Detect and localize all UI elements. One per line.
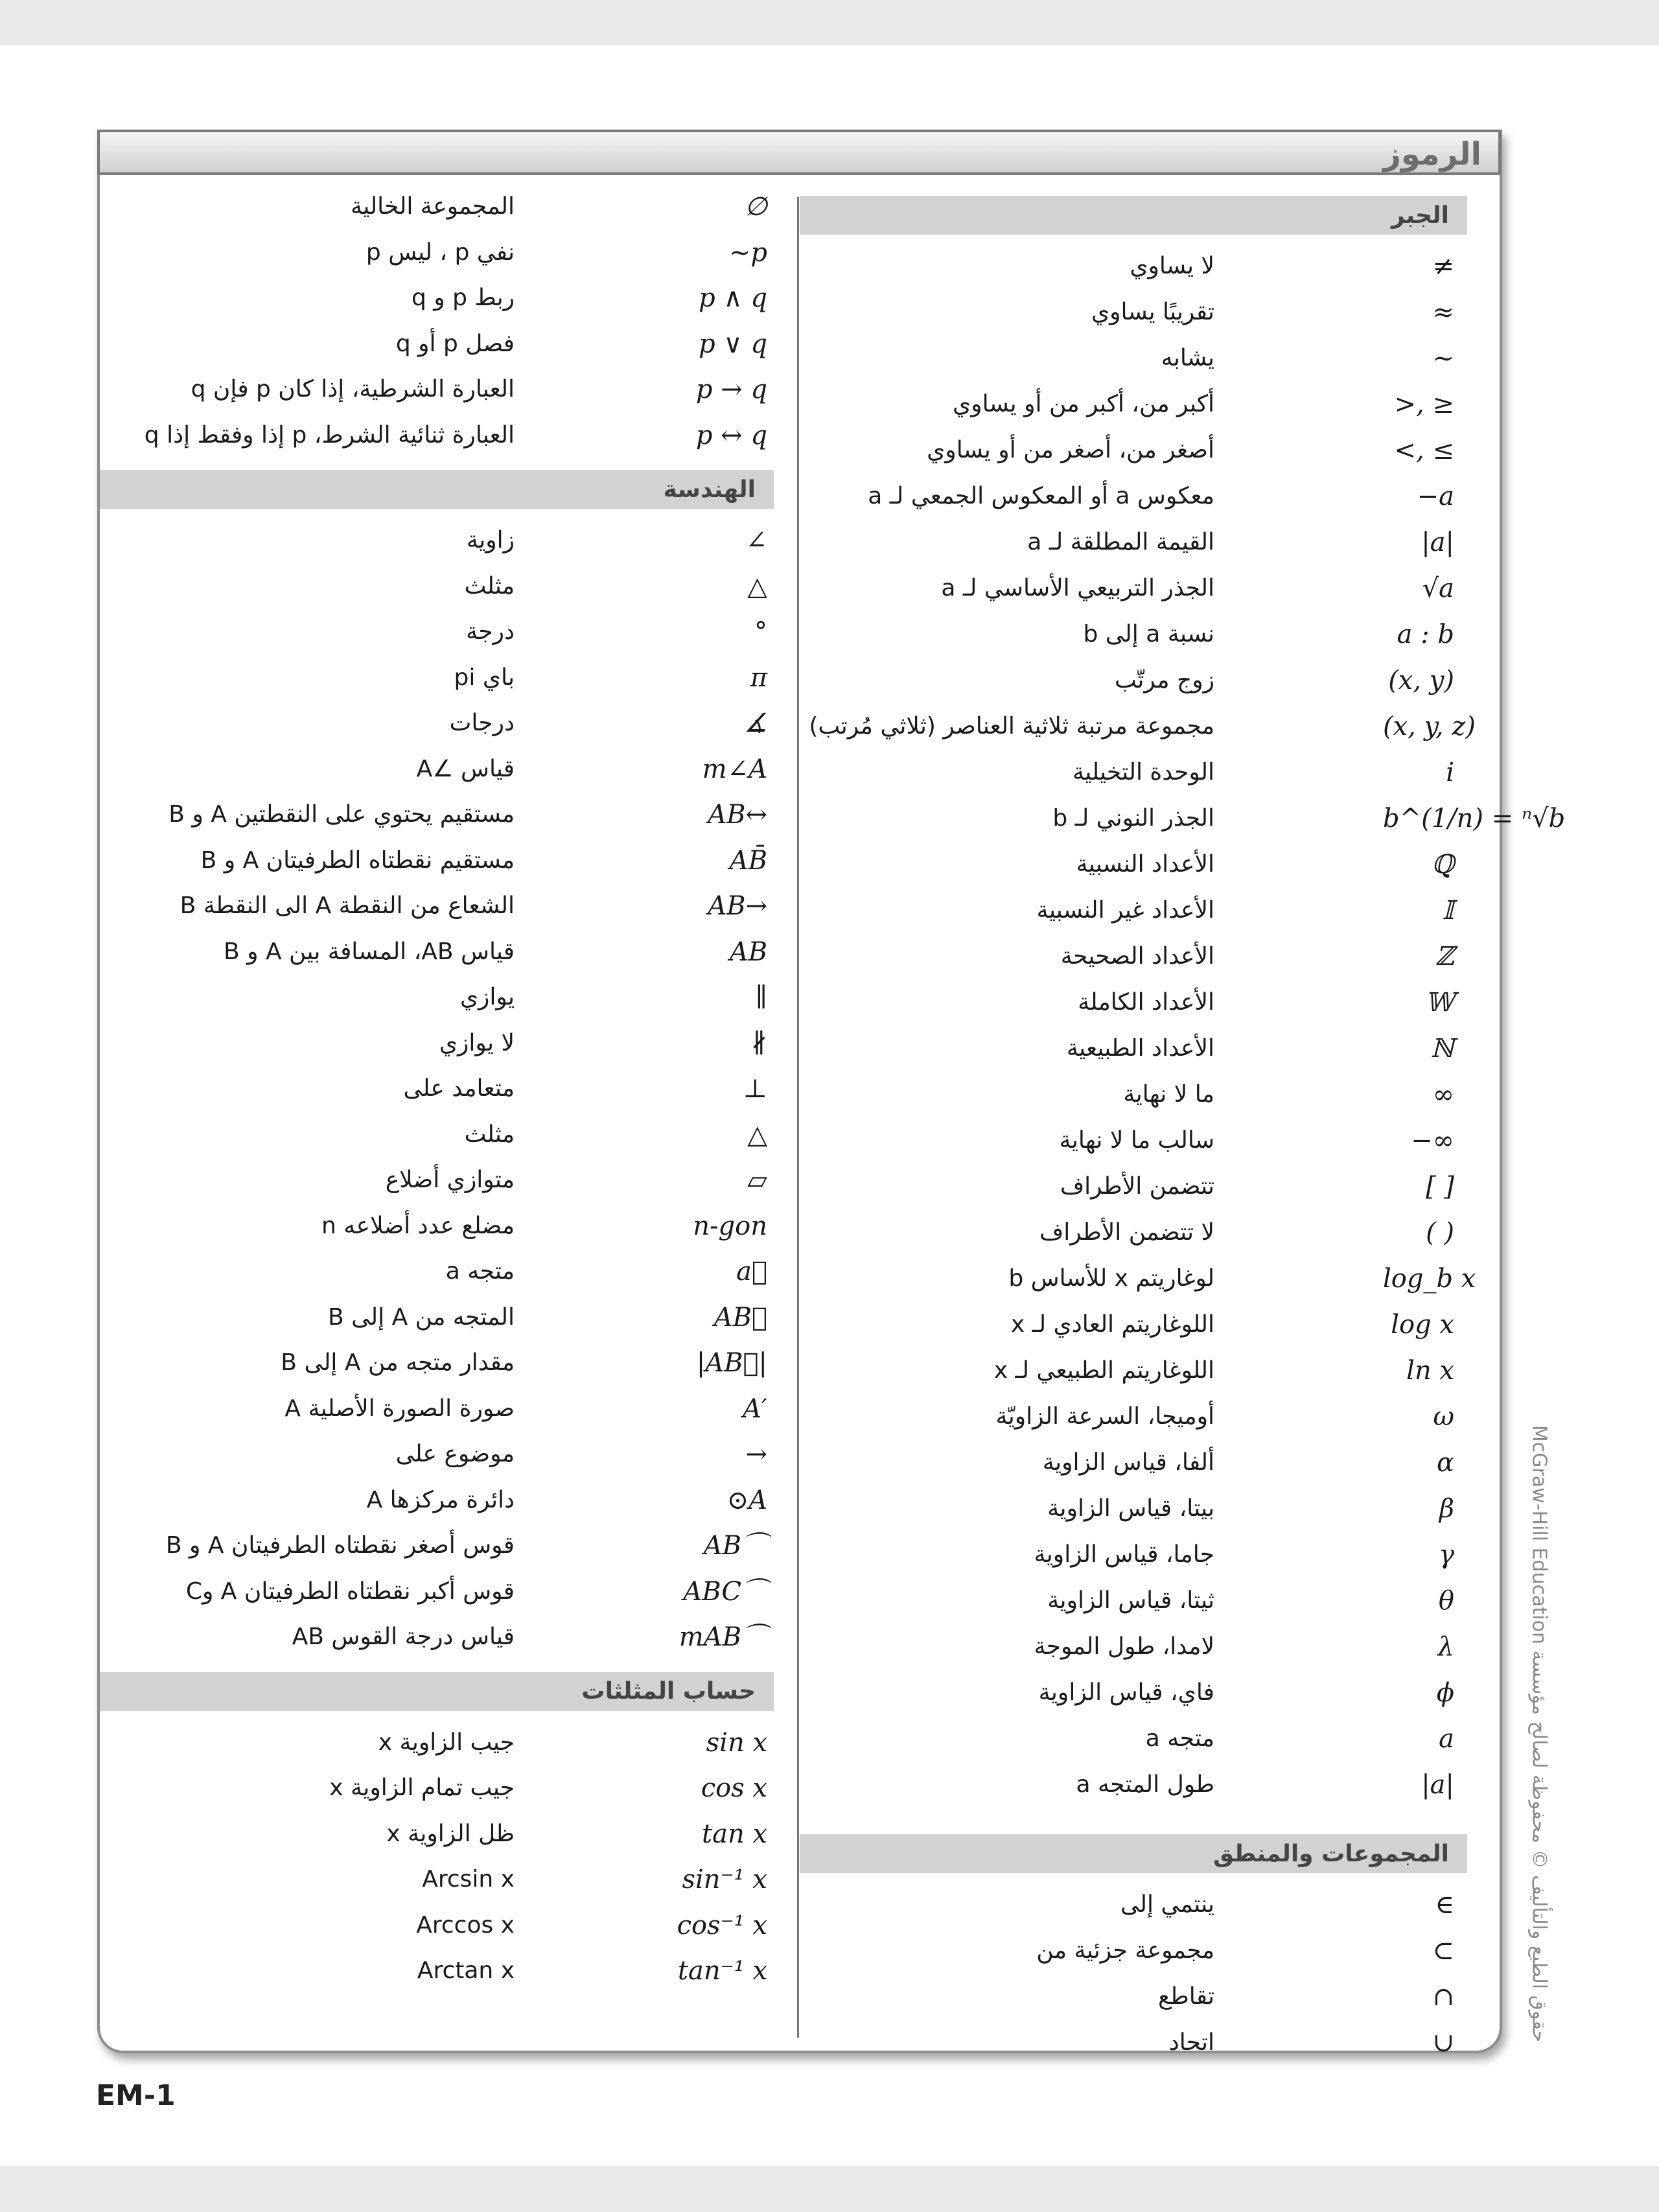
symbol: cos⁻¹ x xyxy=(677,1910,767,1940)
symbol-description: المجموعة الخالية xyxy=(351,193,515,220)
symbol-row xyxy=(800,796,1566,842)
symbol-description: الأعداد الطبيعية xyxy=(1066,1035,1214,1062)
symbol-row xyxy=(100,413,774,459)
symbol: p ∧ q xyxy=(699,283,767,313)
symbol-row xyxy=(800,1072,1467,1118)
symbol-row xyxy=(800,888,1467,934)
symbol-description: الجذر التربيعي الأساسي لـ a xyxy=(941,575,1214,601)
symbol-description: مجموعة جزئية من xyxy=(1036,1937,1214,1964)
symbol-row xyxy=(800,1440,1467,1486)
symbol-description: ربط p و q xyxy=(411,285,515,311)
symbol: a⃗ xyxy=(736,1257,767,1286)
symbol: ABC⌒ xyxy=(683,1576,767,1607)
symbol: ∩ xyxy=(1432,1982,1454,2012)
symbol-row xyxy=(800,1578,1467,1624)
symbol: AB⌒ xyxy=(703,1531,767,1561)
symbol-row xyxy=(100,518,774,564)
symbol-description: جيب تمام الزاوية x xyxy=(329,1775,515,1801)
symbol-description: Arccos x xyxy=(416,1911,515,1938)
symbol: p ↔ q xyxy=(695,420,767,450)
symbol: i xyxy=(1446,758,1454,787)
symbol-description: اتحاد xyxy=(1168,2029,1214,2056)
symbol: sin⁻¹ x xyxy=(682,1865,767,1894)
sets-section-header: المجموعات والمنطق xyxy=(800,1834,1467,1873)
symbol-row xyxy=(100,1295,774,1341)
symbol: ℕ xyxy=(1430,1034,1454,1064)
symbol-description: أصغر من، أصغر من أو يساوي xyxy=(927,437,1214,463)
symbol: ⊙A xyxy=(726,1485,767,1515)
symbol-row xyxy=(800,704,1476,750)
symbol: |a| xyxy=(1421,1770,1454,1800)
symbol-row xyxy=(100,564,774,610)
geometry-section-header: الهندسة xyxy=(100,470,774,509)
symbol: mAB⌒ xyxy=(679,1622,767,1652)
symbol-row xyxy=(800,658,1467,704)
symbol-row xyxy=(800,842,1467,888)
symbol-row xyxy=(800,1394,1467,1440)
symbol-description: الأعداد النسبية xyxy=(1076,851,1214,878)
algebra-section-header: الجبر xyxy=(800,196,1467,235)
symbol: ⊥ xyxy=(743,1074,767,1104)
symbol-description: العبارة ثنائية الشرط، p إذا وفقط إذا q xyxy=(144,421,515,448)
symbol-row xyxy=(800,980,1467,1026)
symbol-row xyxy=(100,1569,774,1615)
symbol-description: فصل p أو q xyxy=(395,330,515,357)
symbol: △ xyxy=(747,1119,767,1150)
left-column xyxy=(100,184,774,1994)
symbol-row xyxy=(800,290,1467,336)
symbol-row xyxy=(800,244,1467,290)
symbol: <, ≤ xyxy=(1394,436,1454,465)
trig-section-header: حساب المثلثات xyxy=(100,1672,774,1711)
symbol-row xyxy=(800,1164,1467,1210)
symbol: b^(1/n) = ⁿ√b xyxy=(1383,804,1566,833)
trig-list xyxy=(100,1720,774,1994)
symbol-description: يوازي xyxy=(459,984,515,1010)
symbol: ▱ xyxy=(747,1165,767,1195)
symbol-row xyxy=(800,1118,1467,1164)
symbol-description: متوازي أضلاع xyxy=(385,1167,515,1193)
symbol: m∠A xyxy=(702,754,767,784)
symbol: tan⁻¹ x xyxy=(677,1956,767,1986)
symbol-description: مثلث xyxy=(464,1121,515,1148)
symbol-description: الأعداد الكاملة xyxy=(1078,989,1214,1016)
symbol-row xyxy=(100,883,774,929)
symbol-row xyxy=(800,2020,1467,2066)
symbol-row xyxy=(800,1928,1467,1974)
symbol-row xyxy=(800,1670,1467,1716)
symbol: A′ xyxy=(743,1393,767,1424)
symbol-description: قياس AB، المسافة بين A و B xyxy=(223,938,515,965)
symbol-row xyxy=(100,1158,774,1204)
symbol-description: مثلث xyxy=(464,572,515,600)
symbol-description: لا تتضمن الأطراف xyxy=(1039,1219,1214,1246)
symbol-row xyxy=(800,336,1467,382)
symbol-description: سالب ما لا نهاية xyxy=(1059,1127,1214,1154)
symbol: ∡ xyxy=(744,708,767,738)
card-title: الرموز xyxy=(1383,136,1481,172)
symbol-description: فاي، قياس الزاوية xyxy=(1038,1679,1214,1706)
symbol-description: اللوغاريتم العادي لـ x xyxy=(1010,1311,1214,1338)
symbol: β xyxy=(1439,1494,1454,1524)
symbol-row xyxy=(800,1348,1467,1394)
symbol: ≠ xyxy=(1432,251,1454,281)
symbol-row xyxy=(800,1624,1467,1670)
symbol-description: تقريبًا يساوي xyxy=(1091,299,1214,325)
symbol-row xyxy=(800,1882,1467,1928)
symbol: α xyxy=(1436,1448,1454,1478)
symbol-description: مقدار متجه من A إلى B xyxy=(281,1349,515,1376)
symbol-row xyxy=(100,1948,774,1994)
symbol-row xyxy=(800,1026,1467,1072)
symbol-row xyxy=(100,975,774,1021)
symbol-description: نفي p ، ليس p xyxy=(365,239,515,266)
symbol-description: الجذر النوني لـ b xyxy=(1052,805,1214,832)
copyright-text: حقوق الطبع والتأليف © محفوظة لصالح مؤسسة McGraw-Hill Education xyxy=(1527,1425,1551,2043)
symbol: sin x xyxy=(706,1727,767,1758)
symbol-row xyxy=(100,275,774,321)
symbol-description: جيب الزاوية x xyxy=(378,1729,515,1756)
symbol: n-gon xyxy=(693,1211,767,1241)
symbol-description: متعامد على xyxy=(403,1075,515,1102)
symbol-description: ما لا نهاية xyxy=(1123,1081,1214,1108)
symbol-description: مستقيم يحتوي على النقطتين A و B xyxy=(168,801,515,828)
symbol-description: طول المتجه a xyxy=(1076,1771,1214,1798)
symbol: → xyxy=(745,1439,767,1469)
symbol-row xyxy=(100,1614,774,1660)
symbol-description: أكبر من، أكبر من أو يساوي xyxy=(953,391,1214,417)
symbol-description: مضلع عدد أضلاعه n xyxy=(321,1212,515,1239)
symbol-description: تتضمن الأطراف xyxy=(1060,1173,1214,1200)
symbol-description: مستقيم نقطتاه الطرفيتان A و B xyxy=(200,846,515,874)
symbol: △ xyxy=(747,571,767,601)
symbol-description: ينتمي إلى xyxy=(1120,1891,1214,1918)
symbol: log_b x xyxy=(1383,1264,1476,1294)
symbol-row xyxy=(100,701,774,747)
symbol: ( ) xyxy=(1426,1218,1454,1248)
symbol-row xyxy=(800,934,1467,980)
symbol-row xyxy=(100,1523,774,1569)
symbol: |AB⃗| xyxy=(696,1348,767,1378)
symbol-row xyxy=(800,750,1467,796)
symbol-description: قياس درجة القوس AB xyxy=(292,1624,515,1650)
symbol-description: متجه a xyxy=(445,1258,515,1285)
logic-list xyxy=(100,184,774,458)
symbol-row xyxy=(800,520,1467,566)
symbol-row xyxy=(100,1811,774,1857)
symbol-description: صورة الصورة الأصلية A xyxy=(284,1395,515,1422)
symbol-description: Arcsin x xyxy=(422,1866,515,1892)
copyright-side-note xyxy=(1510,1400,1568,2067)
symbol-row xyxy=(800,1302,1467,1348)
symbol: θ xyxy=(1438,1586,1454,1616)
symbol-description: بيتا، قياس الزاوية xyxy=(1047,1495,1214,1522)
symbol-row xyxy=(100,1112,774,1158)
symbol: ∼p xyxy=(728,237,767,268)
symbol-description: موضوع على xyxy=(395,1441,515,1467)
symbol-row xyxy=(100,367,774,413)
symbol: p → q xyxy=(695,375,767,404)
symbol-row xyxy=(100,747,774,793)
symbol-row xyxy=(100,1249,774,1295)
symbol-description: قوس أصغر نقطتاه الطرفيتان A و B xyxy=(165,1532,515,1559)
symbol-description: اللوغاريتم الطبيعي لـ x xyxy=(993,1357,1214,1384)
symbol-row xyxy=(800,1486,1467,1532)
symbol: λ xyxy=(1437,1632,1454,1662)
symbol-row xyxy=(100,1765,774,1811)
symbol: ω xyxy=(1433,1402,1454,1432)
symbol: ∞ xyxy=(1432,1080,1454,1110)
page-number: EM-1 xyxy=(96,2079,176,2112)
symbol: ° xyxy=(754,617,767,647)
symbol: ∈ xyxy=(1435,1890,1454,1920)
symbol-description: مجموعة مرتبة ثلاثية العناصر (ثلاثي مُرتب) xyxy=(809,713,1214,739)
symbol-description: ظل الزاوية x xyxy=(386,1820,515,1847)
symbol: 𝕎 xyxy=(1425,988,1454,1018)
symbol: ~ xyxy=(1432,343,1454,373)
symbol-description: جاما، قياس الزاوية xyxy=(1034,1541,1214,1568)
card-header xyxy=(97,130,1501,175)
symbol-row xyxy=(800,612,1467,658)
symbol: cos x xyxy=(701,1773,767,1803)
geometry-list xyxy=(100,518,774,1660)
symbol-row xyxy=(100,1857,774,1903)
symbol-description: القيمة المطلقة لـ a xyxy=(1027,529,1214,555)
symbol-description: الشعاع من النقطة A الى النقطة B xyxy=(180,892,515,919)
symbol: [ ] xyxy=(1426,1172,1454,1202)
symbol-row xyxy=(100,609,774,655)
symbol: ϕ xyxy=(1436,1678,1454,1708)
symbol-row xyxy=(800,566,1467,612)
symbol: ∠ xyxy=(745,526,767,555)
symbol-row xyxy=(800,1256,1476,1302)
symbol-row xyxy=(800,1716,1467,1762)
symbol-description: العبارة الشرطية، إذا كان p فإن q xyxy=(191,376,515,402)
symbol-description: متجه a xyxy=(1145,1725,1214,1752)
symbol: (x, y, z) xyxy=(1383,712,1476,741)
symbol-description: لا يساوي xyxy=(1130,253,1214,279)
symbol: −a xyxy=(1417,482,1454,511)
symbol-description: باي pi xyxy=(454,664,515,691)
symbol-description: لوغاريتم x للأساس b xyxy=(1008,1265,1214,1292)
symbol: π xyxy=(750,662,767,693)
symbol: γ xyxy=(1439,1540,1454,1570)
sets-list xyxy=(800,1882,1467,2066)
symbol-description: لامدا، طول الموجة xyxy=(1034,1633,1214,1660)
symbol-row xyxy=(100,1204,774,1250)
symbol: ln x xyxy=(1406,1356,1454,1386)
symbol: log x xyxy=(1391,1310,1454,1340)
symbol-description: الأعداد الصحيحة xyxy=(1060,943,1214,970)
symbol: a xyxy=(1439,1724,1454,1754)
column-divider xyxy=(797,197,799,2038)
symbol-row xyxy=(800,382,1467,428)
symbol: ℤ xyxy=(1435,942,1454,972)
symbol-description: الأعداد غير النسبية xyxy=(1036,897,1214,924)
symbol: (x, y) xyxy=(1388,666,1454,695)
symbol: AB⃗ xyxy=(713,1302,767,1333)
symbol-description: زوج مرتّب xyxy=(1115,667,1214,693)
symbol-row xyxy=(800,1974,1467,2020)
symbol-description: درجة xyxy=(466,618,515,645)
symbol: tan x xyxy=(702,1819,767,1849)
symbol-description: دائرة مركزها A xyxy=(366,1486,515,1513)
symbol-row xyxy=(100,1021,774,1067)
symbol-description: درجات xyxy=(449,710,515,736)
symbol: ≈ xyxy=(1432,297,1454,327)
symbol: −∞ xyxy=(1411,1126,1454,1156)
symbol-row xyxy=(100,1386,774,1432)
symbol-row xyxy=(100,1066,774,1112)
symbol-description: أوميجا، السرعة الزاويّة xyxy=(995,1403,1214,1430)
symbol-description: ثيتا، قياس الزاوية xyxy=(1047,1587,1214,1614)
symbol-description: ألفا، قياس الزاوية xyxy=(1042,1449,1214,1476)
symbol-row xyxy=(100,1478,774,1524)
symbol-row xyxy=(100,1903,774,1949)
symbol: ∪ xyxy=(1432,2028,1454,2058)
symbol-description: Arctan x xyxy=(417,1957,515,1984)
symbol-row xyxy=(800,474,1467,520)
symbol-row xyxy=(100,184,774,230)
symbol-description: زاوية xyxy=(466,527,515,553)
symbol: ℚ xyxy=(1432,850,1454,879)
symbol-description: معكوس a أو المعكوس الجمعي لـ a xyxy=(868,483,1214,509)
symbol-row xyxy=(100,321,774,367)
symbol: ∥ xyxy=(755,983,767,1012)
symbol: AB↔ xyxy=(708,800,767,830)
symbol-row xyxy=(800,1762,1467,1808)
symbol: AB̄ xyxy=(729,845,767,876)
symbol-description: نسبة a إلى b xyxy=(1083,621,1214,647)
symbol-description: يشابه xyxy=(1161,345,1214,371)
symbol-row xyxy=(100,1720,774,1766)
symbol: |a| xyxy=(1421,528,1454,557)
symbol-row xyxy=(100,1340,774,1386)
symbol-description: الوحدة التخيلية xyxy=(1072,759,1214,786)
symbol-row xyxy=(800,1210,1467,1256)
symbol: AB→ xyxy=(708,891,767,921)
symbol: √a xyxy=(1422,574,1454,603)
symbol-row xyxy=(100,655,774,701)
symbol: ∦ xyxy=(750,1028,767,1058)
symbol-description: المتجه من A إلى B xyxy=(328,1303,515,1331)
symbol: >, ≥ xyxy=(1394,390,1454,419)
symbol-description: لا يوازي xyxy=(439,1029,515,1056)
symbol-row xyxy=(100,838,774,884)
symbol: 𝕀 xyxy=(1442,896,1454,926)
symbol-row xyxy=(800,1532,1467,1578)
symbol-description: قوس أكبر نقطتاه الطرفيتان A وC xyxy=(185,1578,515,1605)
symbol-row xyxy=(100,230,774,276)
symbol-row xyxy=(100,929,774,975)
symbol-row xyxy=(100,792,774,838)
symbol: p ∨ q xyxy=(699,329,767,359)
symbol-row xyxy=(800,428,1467,474)
symbol: ⊂ xyxy=(1432,1936,1454,1966)
symbol-row xyxy=(100,1432,774,1478)
symbol: AB xyxy=(729,937,767,967)
symbol: ∅ xyxy=(745,192,767,222)
symbol-description: قياس ∠A xyxy=(416,755,515,782)
symbol-description: تقاطع xyxy=(1157,1983,1214,2010)
symbol: a : b xyxy=(1397,620,1454,649)
